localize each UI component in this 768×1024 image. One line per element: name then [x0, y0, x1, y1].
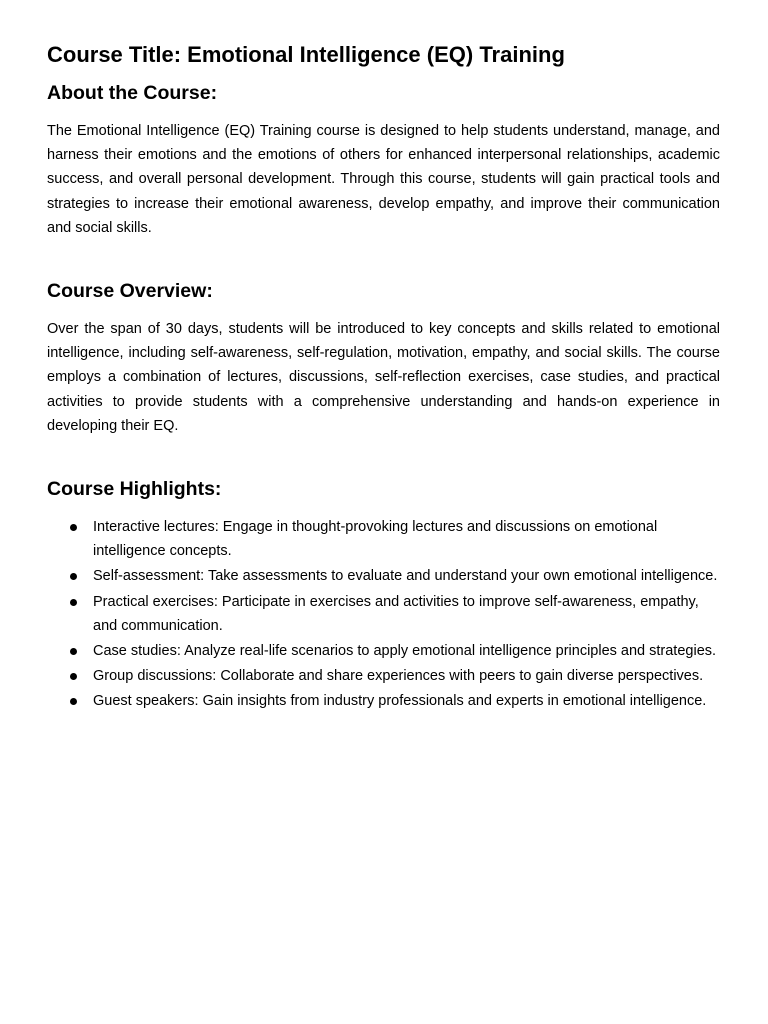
about-heading: About the Course: [47, 82, 218, 104]
bullet-icon [70, 599, 77, 606]
bullet-icon [70, 648, 77, 655]
list-item-text: Self-assessment: Take assessments to evaluate and understand your own emotional intelligence. [93, 568, 718, 585]
list-item [47, 564, 720, 588]
bullet-icon [70, 698, 77, 705]
bullet-icon [70, 573, 77, 580]
highlights-list [47, 515, 720, 714]
section-spacer [47, 438, 720, 476]
list-item-text: Interactive lectures: Engage in thought-provoking lectures and discussions on emotional intelligence concepts. [93, 519, 658, 560]
document-title: Course Title: Emotional Intelligence (EQ) Training [47, 42, 565, 67]
list-item-text: Case studies: Analyze real-life scenarios to apply emotional intelligence principles and strategies. [93, 643, 717, 660]
highlights-section [47, 476, 720, 714]
list-item [47, 590, 720, 638]
bullet-icon [70, 524, 77, 531]
list-item-text: Practical exercises: Participate in exercises and activities to improve self-awareness, empathy, and communication. [93, 593, 699, 634]
list-item [47, 515, 720, 563]
list-item [47, 639, 720, 663]
section-spacer [47, 240, 720, 278]
list-item-text: Group discussions: Collaborate and share experiences with peers to gain diverse perspectives. [93, 668, 704, 685]
about-section [47, 80, 720, 240]
about-paragraph: The Emotional Intelligence (EQ) Training course is designed to help students understand, manage, and harness their emotions and the emotions of others for enhanced interpersonal relationships, academic success, and overall personal development. Through this course, students will gain practical tools and strategies to increase their emotional awareness, develop empathy, and improve their communication and social skills. [47, 123, 720, 236]
list-item [47, 689, 720, 713]
bullet-icon [70, 673, 77, 680]
list-item [47, 664, 720, 688]
document-page [47, 40, 720, 715]
highlights-heading: Course Highlights: [47, 478, 222, 501]
overview-paragraph: Over the span of 30 days, students will be introduced to key concepts and skills related to emotional intelligence, including self-awareness, self-regulation, motivation, empathy, and social skills. The course employs a combination of lectures, discussions, self-reflection exercises, case studies, and practical activities to provide students with a comprehensive understanding and hands-on experience in developing their EQ. [47, 321, 720, 434]
overview-heading: Course Overview: [47, 280, 213, 303]
overview-section [47, 278, 720, 438]
list-item-text: Guest speakers: Gain insights from industry professionals and experts in emotional intelligence. [93, 693, 707, 710]
